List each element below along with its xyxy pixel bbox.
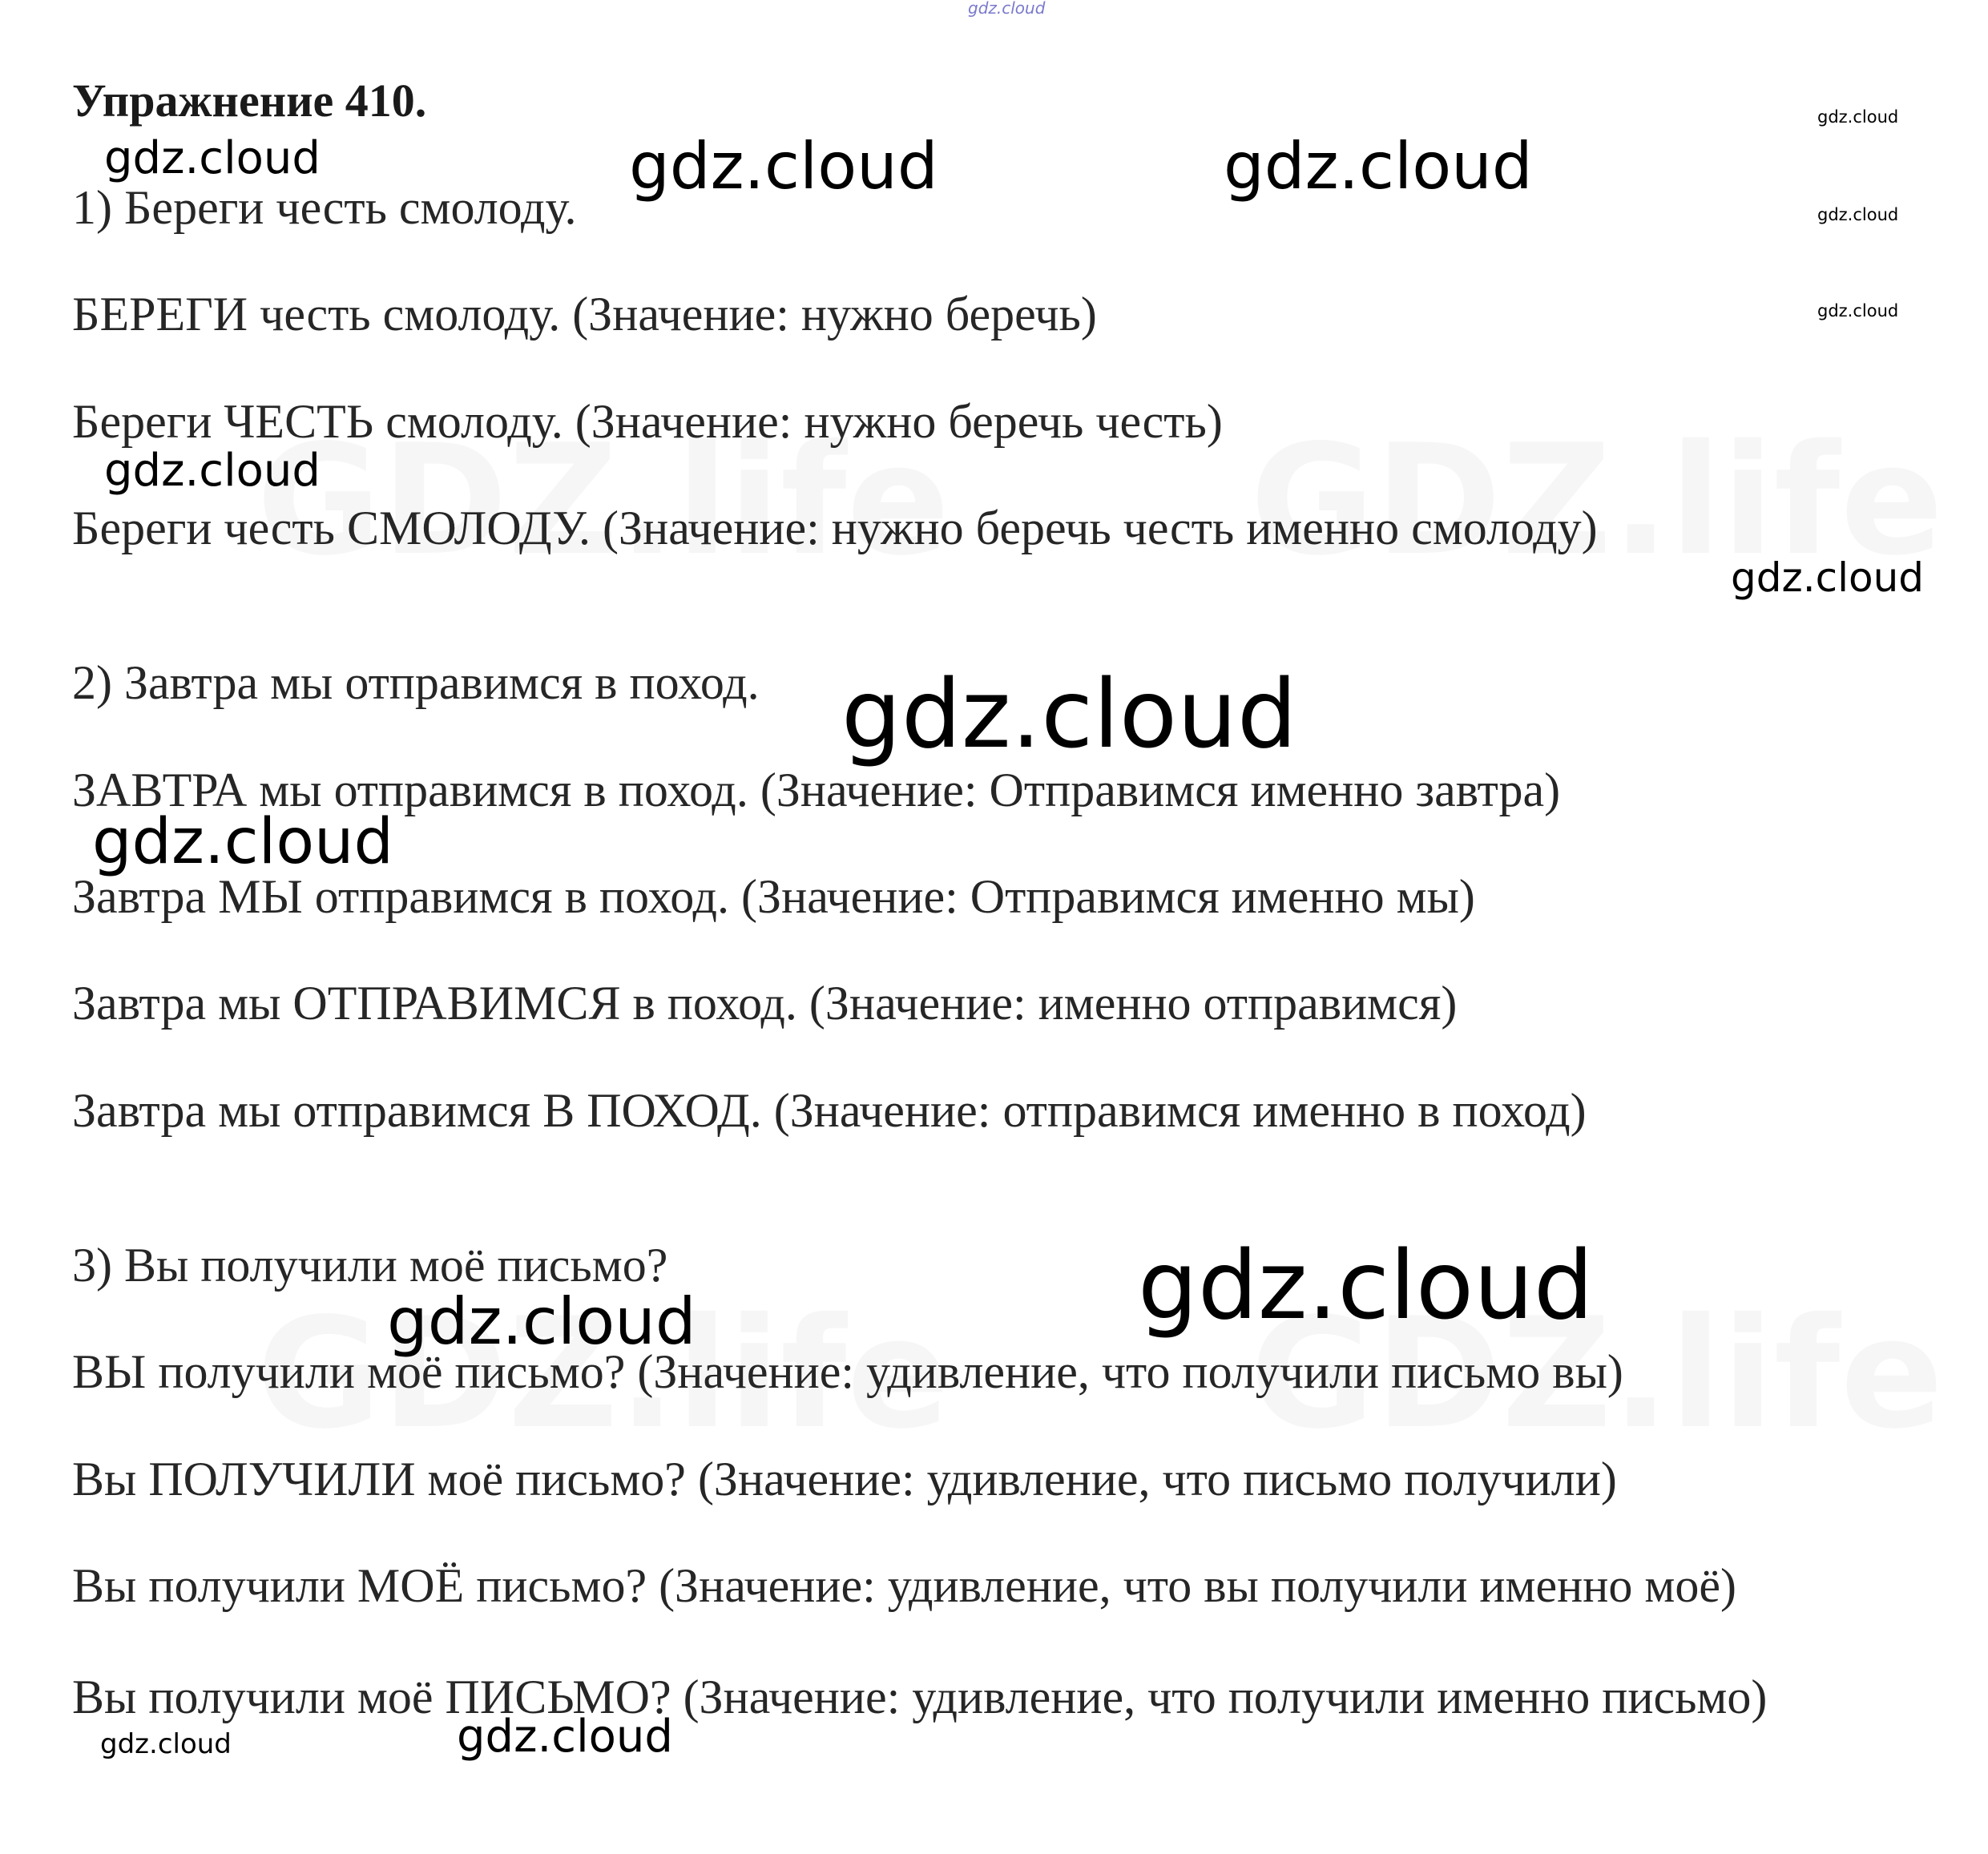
watermark: gdz.cloud xyxy=(387,1284,696,1359)
section-2-line-3: Завтра мы ОТПРАВИМСЯ в поход. (Значение: именно отправимся) xyxy=(72,977,1458,1030)
section-1-line-2: Береги ЧЕСТЬ смолоду. (Значение: нужно беречь честь) xyxy=(72,395,1223,448)
section-3-line-1: ВЫ получили моё письмо? (Значение: удивление, что получили письмо вы) xyxy=(72,1345,1623,1398)
watermark: gdz.cloud xyxy=(100,1728,232,1760)
section-3-line-2: Вы ПОЛУЧИЛИ моё письмо? (Значение: удивление, что письмо получили) xyxy=(72,1453,1617,1505)
section-2-line-4: Завтра мы отправимся В ПОХОД. (Значение: отправимся именно в поход) xyxy=(72,1084,1587,1137)
watermark: gdz.cloud xyxy=(92,806,393,878)
watermark: gdz.cloud xyxy=(104,445,321,497)
watermark: gdz.cloud xyxy=(104,132,321,184)
watermark: gdz.cloud xyxy=(629,129,938,204)
exercise-title: Упражнение 410. xyxy=(72,75,427,127)
section-2-line-2: Завтра МЫ отправимся в поход. (Значение: Отправимся именно мы) xyxy=(72,870,1475,923)
section-1-line-1: БЕРЕГИ честь смолоду. (Значение: нужно беречь) xyxy=(72,288,1097,341)
watermark: gdz.cloud xyxy=(841,659,1297,769)
watermark: gdz.cloud xyxy=(1224,129,1533,204)
watermark: gdz.cloud xyxy=(1817,205,1899,224)
section-1-heading: 1) Береги честь смолоду. xyxy=(72,181,577,234)
watermark: gdz.cloud xyxy=(1817,301,1899,320)
section-2-heading: 2) Завтра мы отправимся в поход. xyxy=(72,656,760,709)
watermark: gdz.cloud xyxy=(457,1711,673,1763)
section-3-line-4: Вы получили моё ПИСЬМО? (Значение: удивление, что получили именно письмо) xyxy=(72,1671,1768,1723)
section-2-line-1: ЗАВТРА мы отправимся в поход. (Значение: Отправимся именно завтра) xyxy=(72,764,1561,816)
watermark-top: gdz.cloud xyxy=(968,0,1046,18)
watermark: gdz.cloud xyxy=(1731,554,1925,601)
section-1-line-3: Береги честь СМОЛОДУ. (Значение: нужно беречь честь именно смолоду) xyxy=(72,502,1598,554)
watermark: gdz.cloud xyxy=(1817,107,1899,127)
watermark: gdz.cloud xyxy=(1138,1230,1594,1340)
section-3-line-3: Вы получили МОЁ письмо? (Значение: удивление, что вы получили именно моё) xyxy=(72,1559,1736,1612)
section-3-heading: 3) Вы получили моё письмо? xyxy=(72,1239,668,1292)
